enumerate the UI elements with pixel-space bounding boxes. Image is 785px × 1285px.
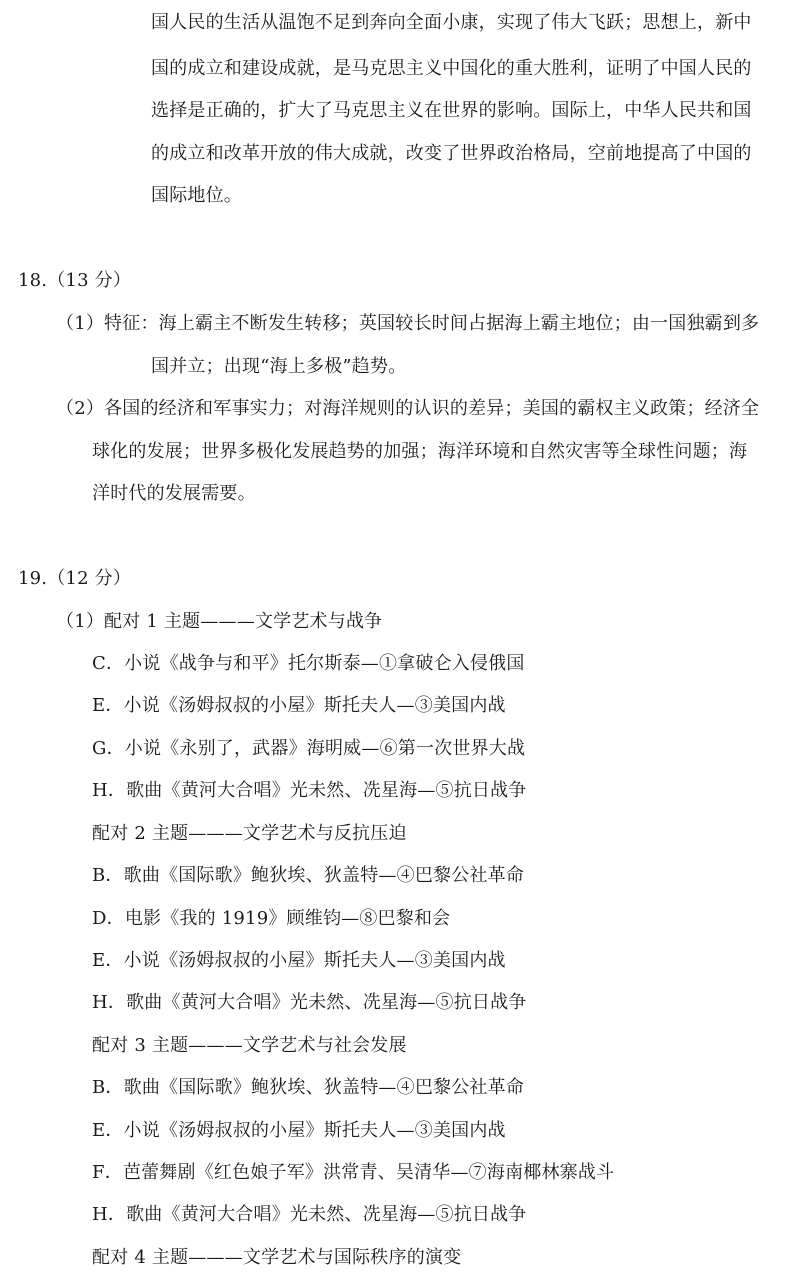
q19-pairing-theme: 配对 3 主题———文学艺术与社会发展: [92, 1035, 407, 1056]
q18-part2-line: （2）各国的经济和军事实力；对海洋规则的认识的差异；美国的霸权主义政策；经济全: [56, 398, 760, 419]
q19-entry: E．小说《汤姆叔叔的小屋》斯托夫人—③美国内战: [92, 695, 506, 716]
q18-part2-line: 洋时代的发展需要。: [92, 483, 256, 504]
intro-line: 的成立和改革开放的伟大成就，改变了世界政治格局，空前地提高了中国的: [151, 143, 752, 164]
q19-pairing-theme: 配对 2 主题———文学艺术与反抗压迫: [92, 823, 407, 844]
q19-entry: E．小说《汤姆叔叔的小屋》斯托夫人—③美国内战: [92, 950, 506, 971]
question-18-header: 18.（13 分）: [18, 270, 132, 291]
q19-entry: H．歌曲《黄河大合唱》光未然、冼星海—⑤抗日战争: [92, 780, 527, 801]
intro-line: 选择是正确的，扩大了马克思主义在世界的影响。国际上，中华人民共和国: [151, 100, 752, 121]
q19-entry: B．歌曲《国际歌》鲍狄埃、狄盖特—④巴黎公社革命: [92, 865, 525, 886]
q18-part1-line: 国并立；出现“海上多极”趋势。: [151, 356, 407, 377]
q18-part2-line: 球化的发展；世界多极化发展趋势的加强；海洋环境和自然灾害等全球性问题；海: [92, 441, 748, 462]
q19-entry: G．小说《永别了，武器》海明威—⑥第一次世界大战: [92, 738, 526, 759]
q19-entry: H．歌曲《黄河大合唱》光未然、冼星海—⑤抗日战争: [92, 992, 527, 1013]
q19-entry: C．小说《战争与和平》托尔斯泰—①拿破仑入侵俄国: [92, 653, 525, 674]
question-19-header: 19.（12 分）: [18, 568, 132, 589]
q19-entry: H．歌曲《黄河大合唱》光未然、冼星海—⑤抗日战争: [92, 1204, 527, 1225]
intro-line: 国的成立和建设成就，是马克思主义中国化的重大胜利，证明了中国人民的: [151, 58, 752, 79]
q19-pairing-theme: 配对 4 主题———文学艺术与国际秩序的演变: [92, 1247, 462, 1268]
q19-entry: F．芭蕾舞剧《红色娘子军》洪常青、吴清华—⑦海南椰林寨战斗: [92, 1162, 615, 1183]
q19-pairing-theme: （1）配对 1 主题———文学艺术与战争: [56, 611, 383, 632]
q19-entry: D．电影《我的 1919》顾维钧—⑧巴黎和会: [92, 908, 451, 929]
q19-entry: B．歌曲《国际歌》鲍狄埃、狄盖特—④巴黎公社革命: [92, 1077, 525, 1098]
q18-part1-line: （1）特征：海上霸主不断发生转移；英国较长时间占据海上霸主地位；由一国独霸到多: [56, 313, 760, 334]
intro-line: 国人民的生活从温饱不足到奔向全面小康，实现了伟大飞跃；思想上，新中: [151, 12, 752, 33]
q19-entry: E．小说《汤姆叔叔的小屋》斯托夫人—③美国内战: [92, 1120, 506, 1141]
intro-line: 国际地位。: [151, 185, 242, 206]
